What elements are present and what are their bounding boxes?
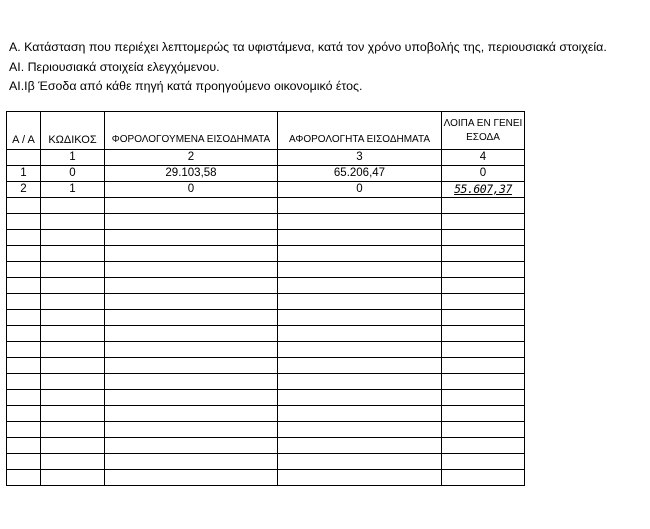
empty-cell bbox=[442, 438, 525, 454]
empty-row bbox=[7, 422, 525, 438]
income-table bbox=[6, 111, 525, 486]
empty-cell bbox=[105, 422, 278, 438]
empty-cell bbox=[442, 342, 525, 358]
column-number: 3 bbox=[278, 150, 442, 166]
cell-aa: 2 bbox=[7, 182, 41, 198]
empty-cell bbox=[278, 438, 442, 454]
empty-cell bbox=[442, 470, 525, 486]
empty-cell bbox=[41, 374, 105, 390]
empty-row bbox=[7, 262, 525, 278]
empty-cell bbox=[7, 406, 41, 422]
empty-cell bbox=[278, 326, 442, 342]
empty-cell bbox=[442, 406, 525, 422]
empty-cell bbox=[41, 198, 105, 214]
empty-row bbox=[7, 230, 525, 246]
cell-other-income-handwritten: 55.607,37 bbox=[442, 182, 525, 198]
empty-cell bbox=[442, 326, 525, 342]
empty-cell bbox=[278, 198, 442, 214]
empty-cell bbox=[7, 278, 41, 294]
empty-row bbox=[7, 198, 525, 214]
empty-row bbox=[7, 342, 525, 358]
empty-row bbox=[7, 358, 525, 374]
empty-cell bbox=[105, 262, 278, 278]
empty-row bbox=[7, 310, 525, 326]
empty-cell bbox=[105, 390, 278, 406]
empty-cell bbox=[105, 470, 278, 486]
empty-cell bbox=[278, 390, 442, 406]
cell-other-income: 0 bbox=[442, 166, 525, 182]
heading-section-ai: ΑΙ. Περιουσιακά στοιχεία ελεγχόμενου. bbox=[9, 60, 220, 74]
empty-cell bbox=[278, 406, 442, 422]
empty-cell bbox=[41, 262, 105, 278]
cell-tax-exempt: 65.206,47 bbox=[278, 166, 442, 182]
table-header-row bbox=[7, 112, 525, 150]
empty-cell bbox=[105, 358, 278, 374]
empty-cell bbox=[7, 214, 41, 230]
empty-cell bbox=[7, 198, 41, 214]
column-header-tax-exempt: ΑΦΟΡΟΛΟΓΗΤΑ ΕΙΣΟΔΗΜΑΤΑ bbox=[278, 112, 442, 150]
empty-cell bbox=[105, 310, 278, 326]
empty-cell bbox=[7, 294, 41, 310]
empty-cell bbox=[7, 358, 41, 374]
empty-cell bbox=[7, 342, 41, 358]
empty-cell bbox=[41, 358, 105, 374]
empty-cell bbox=[41, 294, 105, 310]
heading-section-a: Α. Κατάσταση που περιέχει λεπτομερώς τα υφιστάμενα, κατά τον χρόνο υποβολής της, περιουσιακά στοιχεία. bbox=[9, 40, 607, 54]
empty-cell bbox=[278, 230, 442, 246]
empty-cell bbox=[442, 390, 525, 406]
empty-cell bbox=[105, 294, 278, 310]
table-row bbox=[7, 166, 525, 182]
empty-cell bbox=[442, 230, 525, 246]
empty-cell bbox=[41, 342, 105, 358]
empty-row bbox=[7, 246, 525, 262]
empty-cell bbox=[105, 198, 278, 214]
empty-cell bbox=[105, 230, 278, 246]
empty-cell bbox=[7, 246, 41, 262]
empty-cell bbox=[41, 278, 105, 294]
empty-cell bbox=[7, 422, 41, 438]
heading-section-aib: ΑΙ.Ιβ Έσοδα από κάθε πηγή κατά προηγούμενο οικονομικό έτος. bbox=[9, 79, 363, 93]
empty-cell bbox=[278, 294, 442, 310]
empty-cell bbox=[105, 246, 278, 262]
empty-row bbox=[7, 374, 525, 390]
empty-row bbox=[7, 214, 525, 230]
column-header-aa: Α / Α bbox=[7, 112, 41, 150]
empty-cell bbox=[41, 406, 105, 422]
empty-cell bbox=[278, 358, 442, 374]
empty-cell bbox=[105, 278, 278, 294]
empty-cell bbox=[105, 342, 278, 358]
empty-row bbox=[7, 454, 525, 470]
empty-row bbox=[7, 278, 525, 294]
empty-row bbox=[7, 390, 525, 406]
empty-cell bbox=[105, 214, 278, 230]
empty-cell bbox=[278, 422, 442, 438]
empty-cell bbox=[442, 454, 525, 470]
empty-cell bbox=[41, 310, 105, 326]
empty-cell bbox=[278, 310, 442, 326]
empty-cell bbox=[278, 470, 442, 486]
column-header-other-income: ΛΟΙΠΑ ΕΝ ΓΕΝΕΙ ΕΣΟΔΑ bbox=[442, 112, 525, 150]
empty-cell bbox=[41, 438, 105, 454]
empty-cell bbox=[442, 278, 525, 294]
empty-cell bbox=[41, 454, 105, 470]
empty-cell bbox=[41, 390, 105, 406]
cell-code: 0 bbox=[41, 166, 105, 182]
empty-cell bbox=[105, 326, 278, 342]
column-number: 2 bbox=[105, 150, 278, 166]
empty-cell bbox=[7, 374, 41, 390]
empty-row bbox=[7, 294, 525, 310]
empty-cell bbox=[278, 262, 442, 278]
empty-cell bbox=[442, 422, 525, 438]
empty-cell bbox=[278, 246, 442, 262]
column-number: 4 bbox=[442, 150, 525, 166]
empty-cell bbox=[442, 374, 525, 390]
empty-cell bbox=[41, 230, 105, 246]
empty-cell bbox=[41, 246, 105, 262]
empty-cell bbox=[41, 422, 105, 438]
empty-cell bbox=[278, 342, 442, 358]
column-number bbox=[7, 150, 41, 166]
column-header-code: ΚΩΔΙΚΟΣ bbox=[41, 112, 105, 150]
empty-cell bbox=[442, 262, 525, 278]
empty-cell bbox=[7, 454, 41, 470]
empty-cell bbox=[278, 374, 442, 390]
empty-cell bbox=[278, 454, 442, 470]
empty-cell bbox=[105, 374, 278, 390]
empty-cell bbox=[7, 390, 41, 406]
empty-cell bbox=[278, 214, 442, 230]
empty-cell bbox=[41, 326, 105, 342]
empty-cell bbox=[7, 326, 41, 342]
empty-cell bbox=[442, 246, 525, 262]
empty-cell bbox=[7, 470, 41, 486]
empty-cell bbox=[7, 230, 41, 246]
empty-cell bbox=[442, 214, 525, 230]
empty-cell bbox=[41, 214, 105, 230]
cell-taxable: 29.103,58 bbox=[105, 166, 278, 182]
empty-cell bbox=[442, 198, 525, 214]
column-number: 1 bbox=[41, 150, 105, 166]
empty-cell bbox=[105, 406, 278, 422]
empty-cell bbox=[105, 438, 278, 454]
column-header-taxable: ΦΟΡΟΛΟΓΟΥΜΕΝΑ ΕΙΣΟΔΗΜΑΤΑ bbox=[105, 112, 278, 150]
empty-cell bbox=[7, 438, 41, 454]
empty-cell bbox=[442, 294, 525, 310]
empty-row bbox=[7, 406, 525, 422]
empty-cell bbox=[41, 470, 105, 486]
empty-cell bbox=[105, 454, 278, 470]
empty-cell bbox=[442, 358, 525, 374]
empty-row bbox=[7, 326, 525, 342]
column-number-row bbox=[7, 150, 525, 166]
cell-taxable: 0 bbox=[105, 182, 278, 198]
empty-cell bbox=[7, 310, 41, 326]
cell-code: 1 bbox=[41, 182, 105, 198]
empty-cell bbox=[7, 262, 41, 278]
empty-row bbox=[7, 470, 525, 486]
cell-aa: 1 bbox=[7, 166, 41, 182]
empty-cell bbox=[278, 278, 442, 294]
empty-row bbox=[7, 438, 525, 454]
table-row bbox=[7, 182, 525, 198]
cell-tax-exempt: 0 bbox=[278, 182, 442, 198]
empty-cell bbox=[442, 310, 525, 326]
